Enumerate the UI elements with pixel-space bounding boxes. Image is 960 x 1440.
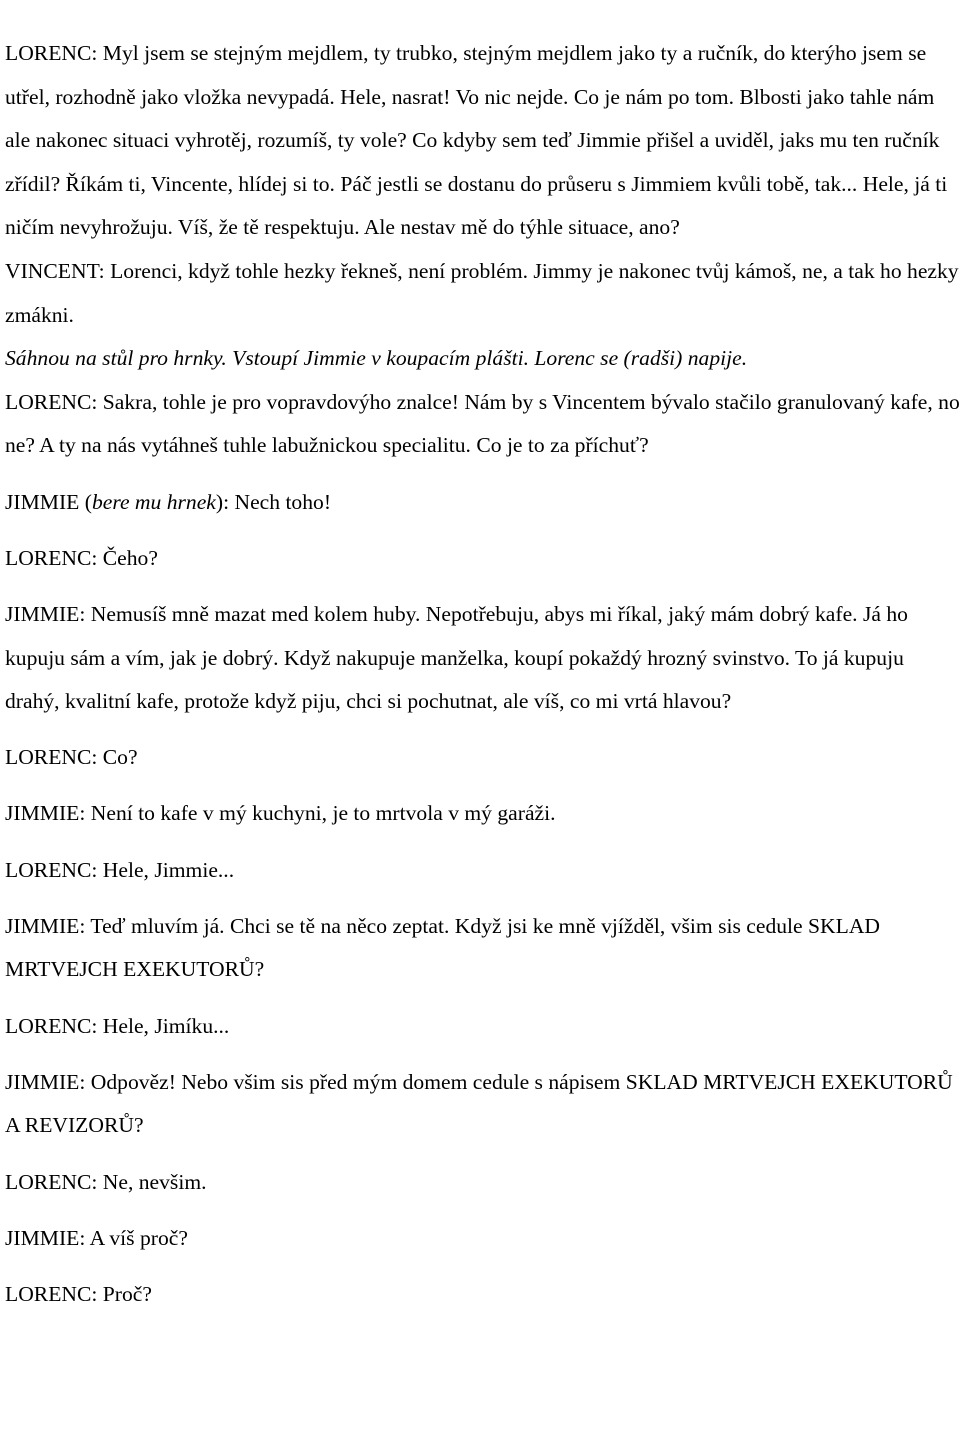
paragraph-jimmie: [5, 481, 960, 525]
paragraph-lorenc: LORENC: Hele, Jimmie...: [5, 857, 235, 882]
stage-direction: Sáhnou na stůl pro hrnky. Vstoupí Jimmie v koupacím plášti. Lorenc se (radši) napije.: [5, 346, 748, 371]
paragraph-lorenc: LORENC: Myl jsem se stejným mejdlem, ty trubko, stejným mejdlem jako ty a ručník, do kterýho jsem se utřel, rozhodně jako vložka nevypadá. Hele, nasrat! Vo nic nejde. Co je nám po tom. Blbosti jako tahle nám ale nakonec situaci vyhrotěj, rozumíš, ty vole? Co kdyby sem teď Jimmie přišel a uviděl, jaks mu ten ručník zřídil? Říkám ti, Vincente, hlídej si to. Páč jestli se dostanu do průseru s Jimmiem kvůli tobě, tak... Hele, já ti ničím nevyhrožuju. Víš, že tě respektuju. Ale nestav mě do týhle situace, ano?: [5, 41, 948, 240]
document-body: [5, 32, 960, 1317]
paragraph-jimmie: JIMMIE: Není to kafe v mý kuchyni, je to mrtvola v mý garáži.: [5, 801, 556, 826]
stage-direction-inline: bere mu hrnek: [91, 489, 216, 514]
paragraph-jimmie: JIMMIE: Nemusíš mně mazat med kolem huby. Nepotřebuju, abys mi říkal, jaký mám dobrý kafe. Já ho kupuju sám a vím, jak je dobrý. Když nakupuje manželka, koupí pokaždý hrozný svinstvo. To já kupuju drahý, kvalitní kafe, protože když piju, chci si pochutnat, ale víš, co mi vrtá hlavou?: [5, 601, 908, 714]
paragraph-lorenc: LORENC: Hele, Jimíku...: [5, 1013, 230, 1038]
paragraph-vincent: VINCENT: Lorenci, když tohle hezky řekneš, není problém. Jimmy je nakonec tvůj kámoš, ne, a tak ho hezky zmákni.: [5, 258, 959, 327]
speaker: JIMMIE (: [5, 489, 92, 514]
paragraph-jimmie: JIMMIE: Odpověz! Nebo všim sis před mým domem cedule s nápisem SKLAD MRTVEJCH EXEKUTORŮ A REVIZORŮ?: [5, 1069, 953, 1138]
paragraph-jimmie: JIMMIE: Teď mluvím já. Chci se tě na něco zeptat. Když jsi ke mně vjížděl, všim sis cedule SKLAD MRTVEJCH EXEKUTORŮ?: [5, 913, 881, 982]
paragraph-lorenc: LORENC: Ne, nevšim.: [5, 1169, 207, 1194]
paragraph-jimmie: JIMMIE: A víš proč?: [5, 1225, 188, 1250]
line-text: ): Nech toho!: [215, 489, 332, 514]
paragraph-lorenc: LORENC: Co?: [5, 745, 138, 770]
paragraph-lorenc: LORENC: Sakra, tohle je pro vopravdovýho znalce! Nám by s Vincentem bývalo stačilo granulovaný kafe, no ne? A ty na nás vytáhneš tuhle labužnickou specialitu. Co je to za příchuť?: [5, 389, 960, 458]
paragraph-lorenc: LORENC: Proč?: [5, 1281, 152, 1306]
paragraph-lorenc: LORENC: Čeho?: [5, 545, 158, 570]
